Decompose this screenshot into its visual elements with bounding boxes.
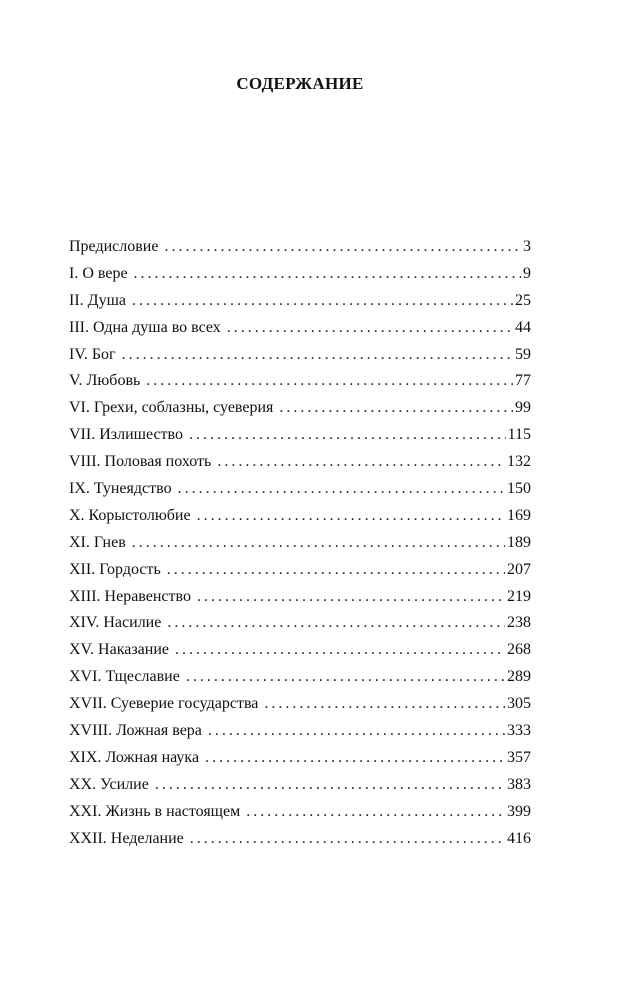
toc-entry-page: 383	[507, 775, 531, 793]
toc-entry-page: 189	[507, 533, 531, 551]
toc-entry-title: XII. Гордость	[69, 560, 161, 578]
dot-leader	[205, 745, 505, 772]
dot-leader	[208, 718, 505, 745]
dot-leader	[132, 288, 513, 315]
toc-entry-title: XVI. Тщеславие	[69, 668, 180, 686]
toc-entry	[69, 557, 531, 584]
toc-entry	[69, 395, 531, 422]
toc-entry-title: Предисловие	[69, 238, 159, 255]
toc-entry-page: 219	[507, 587, 531, 605]
toc-entry-page: 289	[507, 668, 531, 686]
toc-entry-page: 115	[507, 426, 531, 444]
dot-leader	[178, 476, 505, 503]
toc-entry-title: V. Любовь	[69, 372, 141, 390]
toc-entry-title: X. Корыстолюбие	[69, 506, 191, 524]
toc-entry-page: 9	[523, 264, 531, 282]
toc-entry-title: II. Душа	[69, 291, 126, 309]
toc-entry-title: XIV. Насилие	[69, 614, 162, 632]
toc-entry-page: 99	[515, 399, 531, 417]
dot-leader	[122, 342, 513, 369]
toc-entry-page: 59	[515, 345, 531, 363]
toc-entry-title: III. Одна душа во всех	[69, 318, 221, 336]
dot-leader	[164, 234, 521, 261]
toc-entry	[69, 234, 531, 261]
toc-entry-title: XVIII. Ложная вера	[69, 722, 202, 740]
toc-entry-title: VII. Излишество	[69, 426, 183, 444]
toc-entry	[69, 422, 531, 449]
toc-entry	[69, 476, 531, 503]
toc-entry-page: 207	[507, 560, 531, 578]
toc-entry-title: I. О вере	[69, 264, 128, 282]
dot-leader	[186, 664, 505, 691]
toc-entry	[69, 584, 531, 611]
dot-leader	[217, 449, 505, 476]
toc-entry-page: 357	[507, 748, 531, 766]
toc-entry	[69, 664, 531, 691]
toc-entry	[69, 449, 531, 476]
toc-entry-title: XXI. Жизнь в настоящем	[69, 802, 241, 820]
toc-entry-page: 44	[515, 318, 531, 336]
table-of-contents	[69, 234, 531, 852]
dot-leader	[175, 637, 505, 664]
toc-entry	[69, 288, 531, 315]
toc-entry-title: XX. Усилие	[69, 775, 149, 793]
toc-entry-page: 169	[507, 506, 531, 524]
dot-leader	[189, 422, 506, 449]
toc-entry	[69, 637, 531, 664]
toc-entry-title: XV. Наказание	[69, 641, 169, 659]
toc-entry-page: 399	[507, 802, 531, 820]
dot-leader	[264, 691, 505, 718]
toc-entry	[69, 503, 531, 530]
toc-entry	[69, 772, 531, 799]
toc-entry-title: VIII. Половая похоть	[69, 453, 212, 471]
toc-entry-page: 3	[523, 238, 531, 255]
dot-leader	[190, 826, 505, 853]
toc-entry-title: IV. Бог	[69, 345, 116, 363]
dot-leader	[167, 557, 505, 584]
toc-entry	[69, 315, 531, 342]
dot-leader	[155, 772, 505, 799]
toc-entry	[69, 610, 531, 637]
dot-leader	[227, 315, 513, 342]
dot-leader	[246, 799, 505, 826]
toc-entry-title: XI. Гнев	[69, 533, 126, 551]
toc-entry-title: XXII. Неделание	[69, 829, 184, 847]
toc-entry-page: 150	[507, 480, 531, 498]
toc-entry-title: IX. Тунеядство	[69, 480, 172, 498]
page-title: СОДЕРЖАНИЕ	[236, 74, 364, 93]
dot-leader	[197, 584, 505, 611]
toc-entry-page: 77	[515, 372, 531, 390]
toc-entry	[69, 745, 531, 772]
dot-leader	[279, 395, 513, 422]
dot-leader	[197, 503, 505, 530]
toc-entry	[69, 342, 531, 369]
dot-leader	[134, 261, 521, 288]
toc-entry	[69, 368, 531, 395]
toc-entry	[69, 718, 531, 745]
toc-entry-page: 25	[515, 291, 531, 309]
toc-entry-page: 333	[507, 722, 531, 740]
toc-entry-page: 416	[507, 829, 531, 847]
toc-entry-page: 268	[507, 641, 531, 659]
toc-entry	[69, 799, 531, 826]
dot-leader	[146, 368, 513, 395]
toc-entry-page: 238	[507, 614, 531, 632]
toc-entry-page: 132	[507, 453, 531, 471]
toc-entry-title: XIX. Ложная наука	[69, 748, 200, 766]
dot-leader	[167, 610, 505, 637]
toc-entry	[69, 530, 531, 557]
toc-entry-title: XIII. Неравенство	[69, 587, 191, 605]
toc-entry	[69, 691, 531, 718]
toc-entry	[69, 261, 531, 288]
toc-entry	[69, 826, 531, 853]
toc-entry-title: XVII. Суеверие государства	[69, 695, 259, 713]
toc-entry-title: VI. Грехи, соблазны, суеверия	[69, 399, 274, 417]
dot-leader	[132, 530, 505, 557]
toc-entry-page: 305	[507, 695, 531, 713]
